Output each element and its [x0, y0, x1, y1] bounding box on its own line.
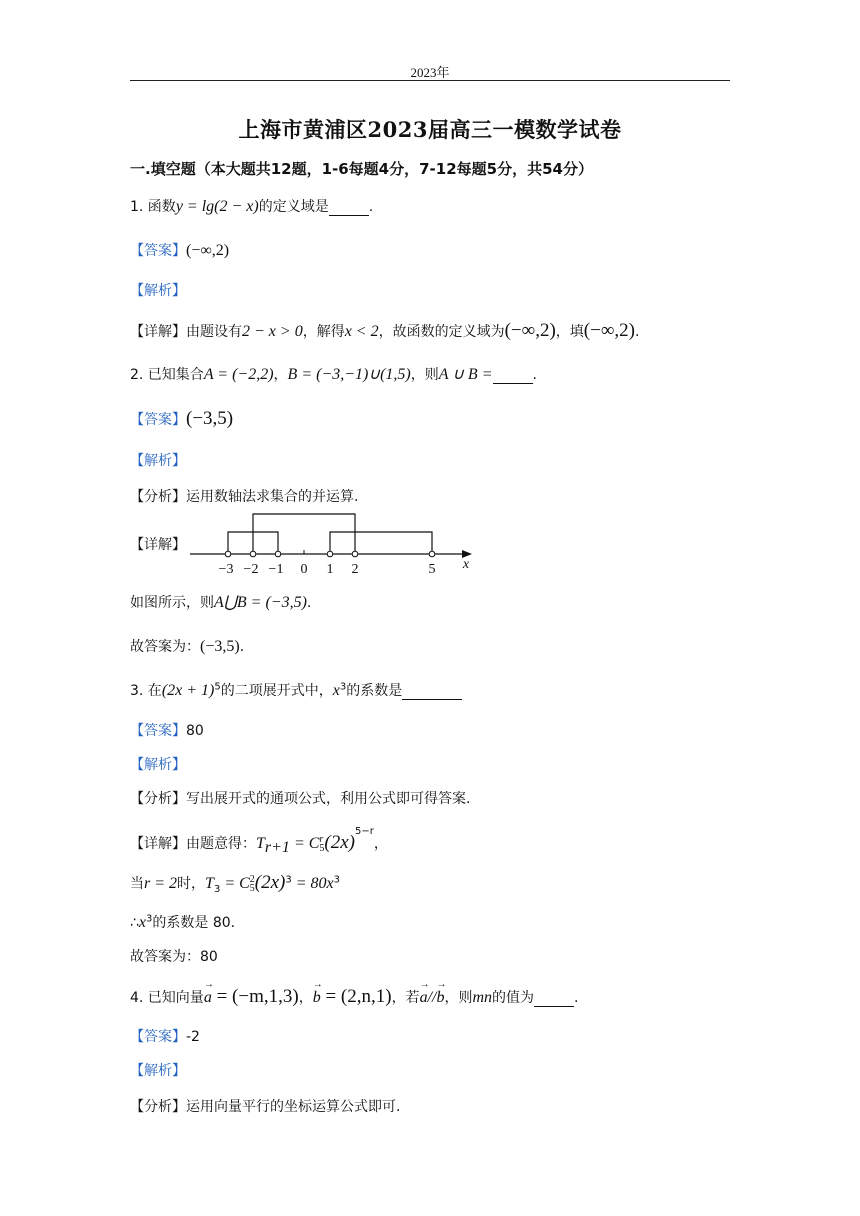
q3-when: [130, 872, 340, 895]
q3-gt-exp: 5−r: [355, 826, 374, 837]
analysis-tag: 【分析】: [130, 489, 186, 505]
answer-tag: 【答案】: [130, 1029, 186, 1045]
q2-comma: ，: [273, 367, 288, 383]
q1-ineq2: x < 2: [344, 323, 379, 340]
q1-detail-c: ，故函数的定义域为: [378, 324, 505, 340]
q3-t3-result-exp: 3: [333, 874, 341, 886]
q3-therefore: [130, 912, 235, 932]
axis-tick-label: 5: [428, 562, 436, 577]
q2-fig-end: .: [306, 595, 312, 611]
q1-domain2: (−∞,2): [583, 320, 635, 341]
q3-blank: [402, 683, 462, 700]
q3-final: 故答案为：80: [130, 949, 218, 965]
q3-var-exp: 3: [339, 681, 347, 693]
q4-answer: [130, 1026, 200, 1046]
q3-t3-exp: 3: [285, 874, 292, 886]
q2-fig-result: A⋃B = (−3,5): [214, 594, 307, 611]
number-line-figure: [190, 510, 480, 578]
q4-parallel: //: [427, 989, 437, 1006]
detail-tag: 【详解】: [130, 836, 186, 852]
q3-general-term: T: [256, 835, 265, 852]
q3-analysis: [130, 788, 470, 808]
q4-vector-b: → b: [313, 989, 321, 1007]
axis-tick-label: −1: [268, 562, 284, 577]
q2-fig-text-a: 如图所示，则: [130, 595, 214, 611]
q2-jiexi: [130, 450, 186, 470]
q1-ineq1: 2 − x > 0: [242, 323, 303, 340]
q3-gt-end: ，: [373, 836, 388, 852]
q1-detail-a: 由题设有: [186, 324, 242, 340]
q3-when-a: 当: [130, 876, 144, 892]
q4-blank: [534, 990, 574, 1007]
q3-expr: (2x + 1): [161, 682, 215, 699]
q1-function: y = lg(2 − x): [175, 198, 259, 215]
q3-t3-sub: 3: [213, 883, 221, 895]
analysis-tag: 【分析】: [130, 1099, 186, 1115]
q4-b-value: = (2,n,1): [320, 986, 392, 1007]
q3-exp: 5: [214, 681, 221, 693]
axis-tick-label: 0: [300, 562, 308, 577]
q1-tail: 的定义域是: [258, 199, 329, 215]
q3-analysis-text: 写出展开式的通项公式，利用公式即可得答案.: [186, 791, 471, 807]
q4-then: ，则: [444, 990, 473, 1006]
q3-gt-c-sub: 5: [319, 843, 325, 854]
section-heading: 一.填空题（本大题共12题，1-6每题4分，7-12每题5分，共54分）: [130, 160, 593, 178]
q1-answer: [130, 240, 229, 260]
q1-detail-b: ，解得: [302, 324, 345, 340]
q2-analysis: [130, 486, 358, 506]
q4-number: 4. 已知向量: [130, 990, 204, 1006]
q3-t3-c-sup: 2: [249, 874, 255, 885]
q2-detail-label: [130, 534, 186, 554]
open-point: [250, 551, 256, 557]
q4-tail: 的值为: [492, 990, 535, 1006]
q3-coef-exp: 3: [146, 913, 153, 925]
q3-stem: [130, 680, 462, 700]
q3-mid: 的二项展开式中，: [220, 683, 333, 699]
q2-analysis-text: 运用数轴法求集合的并运算.: [186, 489, 359, 505]
q4-vector-a: → a: [204, 989, 212, 1007]
q1-detail-d: ，填: [555, 324, 584, 340]
axis-tick-label: 1: [326, 562, 334, 577]
q3-tail: 的系数是: [346, 683, 403, 699]
q3-detail: [130, 826, 388, 857]
axis-variable-label: x: [462, 557, 470, 572]
q4-if: ，若: [391, 990, 420, 1006]
answer-tag: 【答案】: [130, 412, 186, 428]
q3-answer: [130, 720, 204, 740]
page-header: 2023年: [410, 65, 450, 80]
q4-analysis: [130, 1096, 400, 1116]
open-point: [327, 551, 333, 557]
q2-set-a: A = (−2,2): [203, 366, 274, 383]
q3-detail-a: 由题意得：: [186, 836, 256, 852]
q3-gt-sub: r+1: [264, 838, 290, 856]
q2-final: [130, 636, 244, 656]
q4-mn: mn: [472, 989, 493, 1006]
q1-number: 1. 函数: [130, 199, 176, 215]
q4-stem: [130, 986, 578, 1008]
q3-t3-result: = 80x: [291, 875, 334, 892]
q3-number: 3. 在: [130, 683, 162, 699]
q3-when-b: 时，: [177, 876, 206, 892]
jiexi-tag: 【解析】: [130, 453, 186, 469]
q3-t3: T: [205, 875, 214, 892]
q2-stem: [130, 364, 537, 384]
q4-answer-value: -2: [186, 1029, 200, 1045]
q1-answer-value: (−∞,2): [186, 242, 230, 259]
q1-jiexi: [130, 280, 186, 300]
answer-tag: 【答案】: [130, 723, 186, 739]
q3-coef-text: 的系数是 80.: [152, 915, 236, 931]
interval-bracket-c: [330, 532, 432, 554]
q2-answer: [130, 408, 233, 430]
jiexi-tag: 【解析】: [130, 283, 186, 299]
q2-union: A ∪ B =: [438, 366, 493, 383]
q2-blank: [493, 367, 533, 384]
q2-then: ，则: [410, 367, 439, 383]
q1-detail: [130, 320, 639, 342]
q3-t3-body: (2x): [254, 872, 286, 893]
q3-gt-body: (2x): [324, 832, 355, 853]
q3-answer-value: 80: [186, 723, 204, 739]
q2-final-value: (−3,5): [200, 638, 240, 655]
q3-t3-c-sub: 5: [249, 883, 255, 894]
axis-tick-label: −3: [218, 562, 234, 577]
open-point: [275, 551, 281, 557]
therefore-icon: ∴: [130, 915, 139, 931]
q4-vector-a-2: → a: [420, 989, 428, 1007]
q2-period: .: [532, 367, 537, 383]
open-point: [225, 551, 231, 557]
q2-set-b: B = (−3,−1)∪(1,5): [287, 366, 411, 383]
answer-tag: 【答案】: [130, 243, 186, 259]
detail-tag: 【详解】: [130, 537, 186, 553]
analysis-tag: 【分析】: [130, 791, 186, 807]
jiexi-tag: 【解析】: [130, 757, 186, 773]
page-title: 上海市黄浦区2023届高三一模数学试卷: [238, 117, 622, 142]
q2-final-a: 故答案为：: [130, 639, 200, 655]
axis-tick-label: −2: [243, 562, 259, 577]
q1-blank: [329, 199, 369, 216]
q3-t3-eq: = C: [220, 875, 250, 892]
q2-final-end: .: [239, 639, 245, 655]
q1-end: .: [634, 324, 640, 340]
q3-var: x: [332, 682, 340, 699]
q2-figure-text: [130, 592, 311, 612]
header-rule: [130, 80, 730, 81]
q4-period: .: [574, 990, 579, 1006]
q3-gt-eq: = C: [289, 835, 320, 852]
q3-coef-var: x: [138, 914, 147, 931]
q2-answer-value: (−3,5): [186, 408, 234, 429]
q2-number: 2. 已知集合: [130, 367, 204, 383]
detail-tag: 【详解】: [130, 324, 186, 340]
q4-comma: ，: [298, 990, 313, 1006]
q1-domain: (−∞,2): [504, 320, 556, 341]
q1-period: .: [368, 199, 374, 215]
q4-vector-b-2: → b: [436, 989, 444, 1007]
q4-analysis-text: 运用向量平行的坐标运算公式即可.: [186, 1099, 401, 1115]
q4-a-value: = (−m,1,3): [211, 986, 299, 1007]
open-point: [429, 551, 435, 557]
q1-stem: [130, 196, 373, 216]
axis-tick-label: 2: [351, 562, 359, 577]
q3-jiexi: [130, 754, 186, 774]
interval-bracket-b: [253, 514, 355, 554]
q4-jiexi: [130, 1060, 186, 1080]
open-point: [352, 551, 358, 557]
q3-r-eq: r = 2: [144, 875, 178, 892]
jiexi-tag: 【解析】: [130, 1063, 186, 1079]
q3-gt-c-sup: r: [319, 834, 324, 845]
